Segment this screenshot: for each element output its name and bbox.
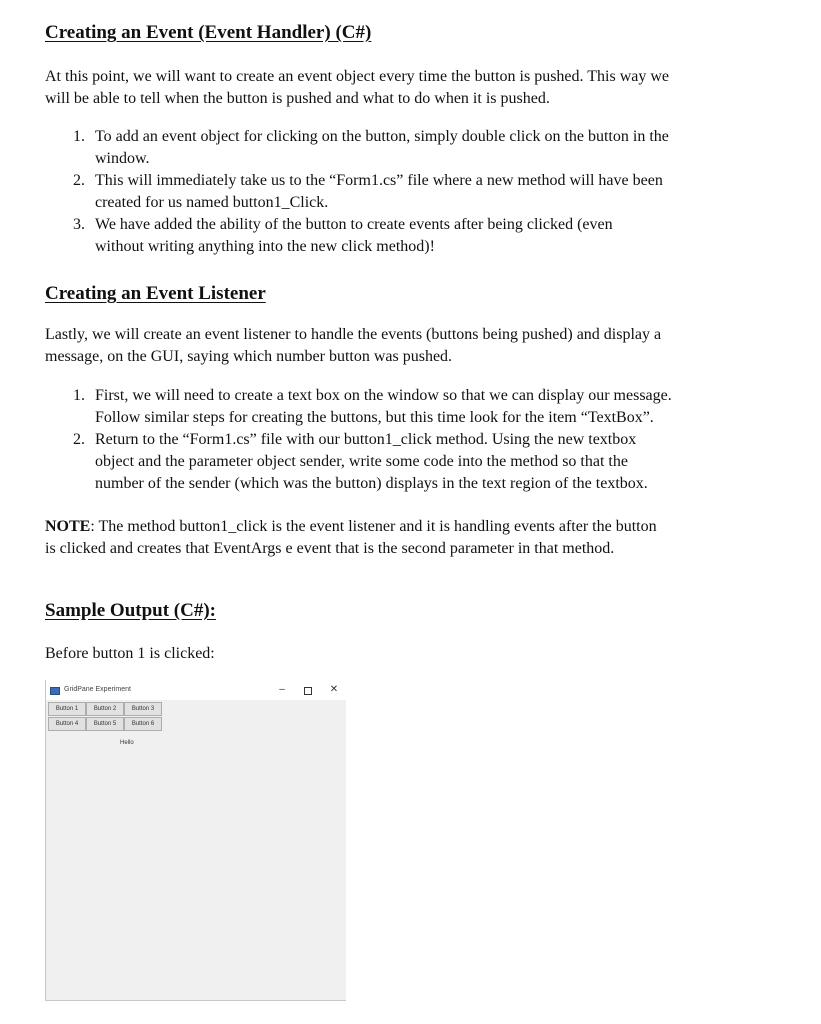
intro-paragraph-event-handler bbox=[45, 66, 745, 110]
grid-button-4: Button 4 bbox=[48, 717, 86, 731]
heading-sample-output: Sample Output (C#): bbox=[45, 600, 217, 621]
intro-line: message, on the GUI, saying which number button was pushed. bbox=[45, 348, 453, 365]
step-text: window. bbox=[95, 150, 150, 167]
grid-button-1: Button 1 bbox=[48, 702, 86, 716]
window-title: GridPane Experiment bbox=[64, 686, 131, 693]
grid-button-6: Button 6 bbox=[124, 717, 162, 731]
app-icon bbox=[50, 687, 60, 695]
step-text: First, we will need to create a text box on the window so that we can display our message. bbox=[95, 387, 672, 404]
step-number: 2. bbox=[73, 172, 85, 189]
note-text: : The method button1_click is the event listener and it is handling events after the button bbox=[90, 518, 657, 535]
event-listener-steps bbox=[45, 385, 725, 495]
step-number: 3. bbox=[73, 216, 85, 233]
step-text: This will immediately take us to the “Form1.cs” file where a new method will have been bbox=[95, 172, 663, 189]
intro-line: Lastly, we will create an event listener to handle the events (buttons being pushed) and display a bbox=[45, 326, 662, 343]
grid-button-5: Button 5 bbox=[86, 717, 124, 731]
step-number: 2. bbox=[73, 431, 85, 448]
note-label: NOTE bbox=[45, 518, 91, 535]
sample-caption: Before button 1 is clicked: bbox=[45, 645, 215, 662]
minimize-icon: – bbox=[279, 684, 285, 695]
step-text: To add an event object for clicking on the button, simply double click on the button in the bbox=[95, 128, 669, 145]
window-titlebar bbox=[46, 680, 346, 700]
step-text: without writing anything into the new click method)! bbox=[95, 238, 435, 255]
event-handler-steps bbox=[45, 126, 725, 258]
step-text: created for us named button1_Click. bbox=[95, 194, 329, 211]
list-item bbox=[45, 385, 725, 429]
maximize-icon bbox=[298, 680, 318, 703]
intro-line: At this point, we will want to create an event object every time the button is pushed. This way we bbox=[45, 68, 669, 85]
note-text: is clicked and creates that EventArgs e event that is the second parameter in that method. bbox=[45, 540, 615, 557]
step-text: We have added the ability of the button to create events after being clicked (even bbox=[95, 216, 613, 233]
grid-button-3: Button 3 bbox=[124, 702, 162, 716]
step-text: number of the sender (which was the button) displays in the text region of the textbox. bbox=[95, 475, 648, 492]
list-item bbox=[45, 214, 725, 258]
list-item bbox=[45, 126, 725, 170]
list-item bbox=[45, 170, 725, 214]
heading-event-listener: Creating an Event Listener bbox=[45, 283, 266, 304]
step-number: 1. bbox=[73, 128, 85, 145]
hello-label: Hello bbox=[120, 740, 134, 746]
step-text: Follow similar steps for creating the buttons, but this time look for the item “TextBox”. bbox=[95, 409, 654, 426]
step-number: 1. bbox=[73, 387, 85, 404]
list-item bbox=[45, 429, 725, 495]
grid-button-2: Button 2 bbox=[86, 702, 124, 716]
heading-event-handler: Creating an Event (Event Handler) (C#) bbox=[45, 22, 372, 43]
sample-window-screenshot bbox=[45, 680, 346, 1001]
close-icon: ✕ bbox=[329, 684, 339, 695]
step-text: Return to the “Form1.cs” file with our button1_click method. Using the new textbox bbox=[95, 431, 637, 448]
note-paragraph bbox=[45, 516, 745, 560]
intro-paragraph-event-listener bbox=[45, 324, 745, 368]
step-text: object and the parameter object sender, write some code into the method so that the bbox=[95, 453, 628, 470]
intro-line: will be able to tell when the button is pushed and what to do when it is pushed. bbox=[45, 90, 550, 107]
